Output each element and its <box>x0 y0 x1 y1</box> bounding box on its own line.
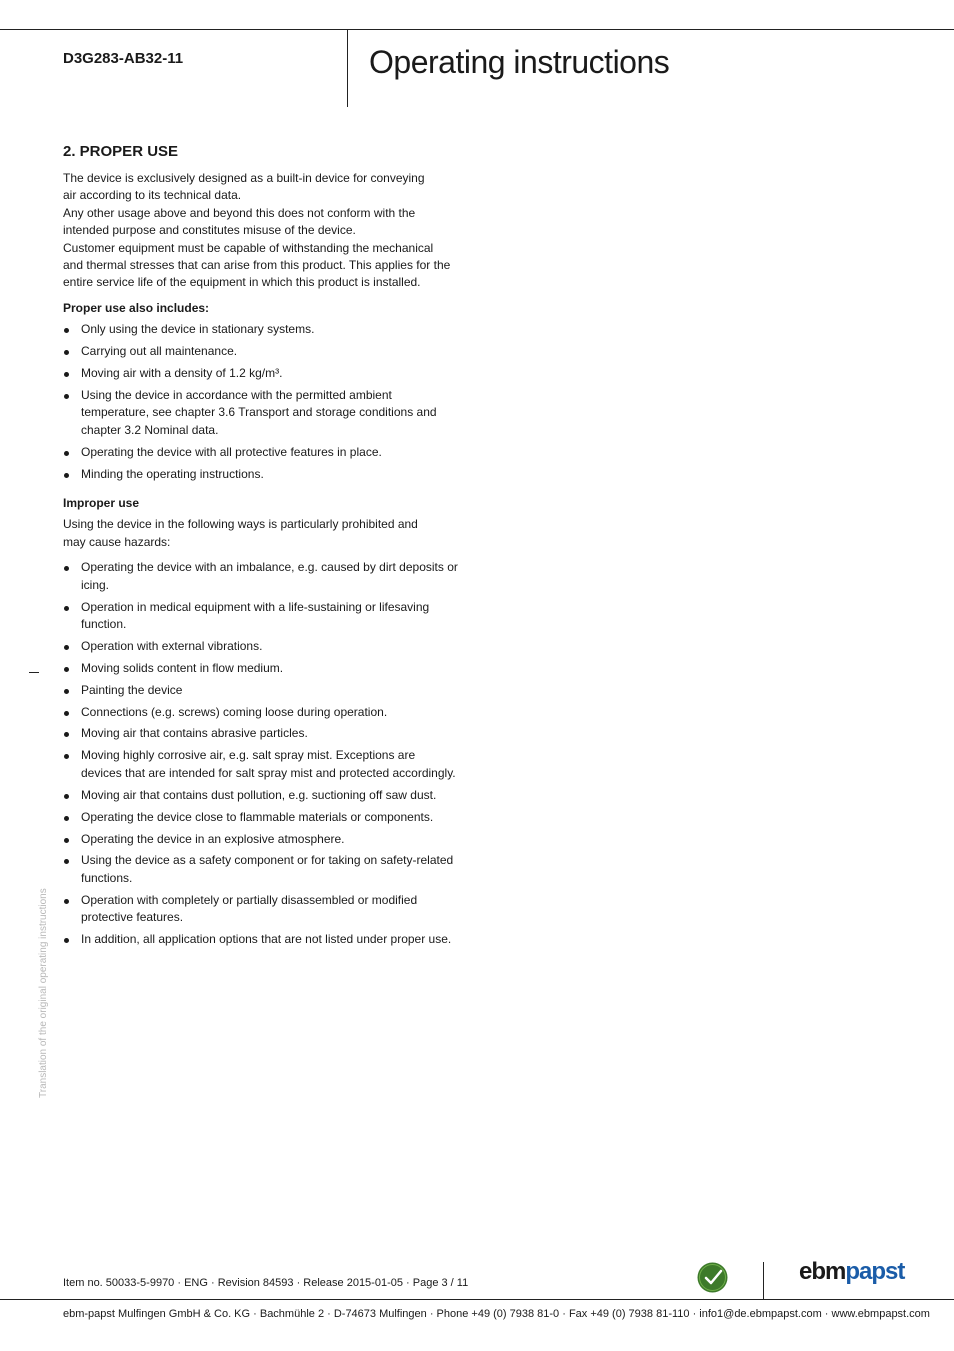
paragraph-line: may cause hazards: <box>63 534 171 549</box>
logo-part-papst: papst <box>845 1258 905 1285</box>
paragraph-line: Customer equipment must be capable of withstanding the mechanical <box>63 240 434 255</box>
bullet-icon <box>64 754 69 759</box>
improper-use-list <box>63 559 458 948</box>
list-item <box>63 682 458 699</box>
list-item-text: Operating the device in an explosive atmosphere. <box>81 831 345 846</box>
list-item-text: Operation in medical equipment with a life-sustaining or lifesaving function. <box>81 599 430 631</box>
translation-note: Translation of the original operating instructions <box>38 888 49 1098</box>
paragraph-line: entire service life of the equipment in which this product is installed. <box>63 275 421 290</box>
logo-separator <box>763 1262 764 1299</box>
list-item <box>63 343 458 360</box>
list-item-text: Operation with completely or partially disassembled or modified protective features. <box>81 892 418 925</box>
bullet-icon <box>64 794 69 799</box>
section-title: 2. PROPER USE <box>63 143 179 160</box>
list-item <box>63 387 458 439</box>
bullet-icon <box>64 350 69 355</box>
list-item <box>63 660 458 677</box>
paragraph-line: Any other usage above and beyond this does not conform with the <box>63 205 416 220</box>
bullet-icon <box>64 606 69 611</box>
bullet-icon <box>64 859 69 864</box>
company-address: ebm-papst Mulfingen GmbH & Co. KG · Bachmühle 2 · D-74673 Mulfingen · Phone +49 (0) 7938 81-0 · Fax +49 (0) 7938 81-110 · info1@de.ebmpapst.com · www.ebmpapst.com <box>63 1308 930 1320</box>
list-item-text: Operating the device close to flammable materials or components. <box>81 809 434 824</box>
proper-use-list <box>63 321 458 483</box>
bullet-icon <box>64 711 69 716</box>
list-item <box>63 931 458 948</box>
paragraph-line: and thermal stresses that can arise from this product. This applies for the <box>63 258 451 273</box>
list-item <box>63 725 458 742</box>
list-item-text: Using the device in accordance with the permitted ambient temperature, see chapter 3.6 Transport and storage conditions and chapter 3.2 Nominal data. <box>81 387 437 437</box>
bullet-icon <box>64 451 69 456</box>
list-item-text: Minding the operating instructions. <box>81 466 264 481</box>
footer-rule <box>0 1299 954 1300</box>
main-content <box>63 143 458 960</box>
bullet-icon <box>64 394 69 399</box>
green-tech-badge-icon <box>697 1262 728 1293</box>
list-item <box>63 599 458 634</box>
list-item-text: Operating the device with all protective features in place. <box>81 444 382 459</box>
bullet-icon <box>64 899 69 904</box>
bullet-icon <box>64 473 69 478</box>
paragraph-line: air according to its technical data. <box>63 188 242 203</box>
improper-use-heading: Improper use <box>63 496 140 510</box>
bullet-icon <box>64 689 69 694</box>
proper-use-heading: Proper use also includes: <box>63 300 210 315</box>
paragraph-line: The device is exclusively designed as a built-in device for conveying <box>63 171 425 185</box>
list-item-text: Operating the device with an imbalance, e.g. caused by dirt deposits or icing. <box>81 560 458 592</box>
page-title: Operating instructions <box>369 44 670 80</box>
list-item-text: Moving air that contains abrasive particles. <box>81 726 308 741</box>
list-item <box>63 444 458 461</box>
list-item-text: Moving highly corrosive air, e.g. salt spray mist. Exceptions are devices that are intended for salt spray mist and protected accordingly. <box>81 748 456 780</box>
logo-part-ebm: ebm <box>799 1258 846 1285</box>
list-item <box>63 321 458 338</box>
list-item-text: Using the device as a safety component or for taking on safety-related functions. <box>81 853 454 885</box>
list-item-text: Connections (e.g. screws) coming loose during operation. <box>81 704 388 719</box>
list-item <box>63 365 458 382</box>
bullet-icon <box>64 732 69 737</box>
item-info: Item no. 50033-5-9970 · ENG · Revision 84593 · Release 2015-01-05 · Page 3 / 11 <box>63 1277 469 1289</box>
list-item-text: In addition, all application options that are not listed under proper use. <box>81 932 452 947</box>
list-item <box>63 638 458 655</box>
bullet-icon <box>64 566 69 571</box>
header-divider <box>347 29 348 107</box>
ebmpapst-logo <box>799 1258 904 1286</box>
bullet-icon <box>64 667 69 672</box>
bullet-icon <box>64 645 69 650</box>
bullet-icon <box>64 838 69 843</box>
header-top-rule <box>0 29 954 30</box>
bullet-icon <box>64 372 69 377</box>
paragraph-line: intended purpose and constitutes misuse of the device. <box>63 223 356 238</box>
paragraph-line: Using the device in the following ways is particularly prohibited and <box>63 517 418 532</box>
bullet-icon <box>64 816 69 821</box>
list-item-text: Painting the device <box>81 682 183 697</box>
bullet-icon <box>64 938 69 943</box>
list-item-text: Operation with external vibrations. <box>81 638 263 653</box>
list-item-text: Moving air that contains dust pollution, e.g. suctioning off saw dust. <box>81 787 437 802</box>
list-item <box>63 831 458 848</box>
list-item <box>63 466 458 483</box>
list-item-text: Moving air with a density of 1.2 kg/m³. <box>81 366 283 381</box>
list-item <box>63 704 458 721</box>
list-item <box>63 809 458 826</box>
list-item <box>63 747 458 782</box>
list-item-text: Moving solids content in flow medium. <box>81 660 284 675</box>
list-item <box>63 852 458 887</box>
bullet-icon <box>64 328 69 333</box>
fold-mark <box>29 672 39 673</box>
list-item <box>63 559 458 594</box>
model-number: D3G283-AB32-11 <box>63 50 184 67</box>
list-item <box>63 787 458 804</box>
list-item-text: Carrying out all maintenance. <box>81 344 238 359</box>
list-item-text: Only using the device in stationary systems. <box>81 322 315 337</box>
list-item <box>63 892 458 927</box>
intro-paragraph <box>63 170 458 292</box>
improper-intro-paragraph <box>63 516 458 551</box>
